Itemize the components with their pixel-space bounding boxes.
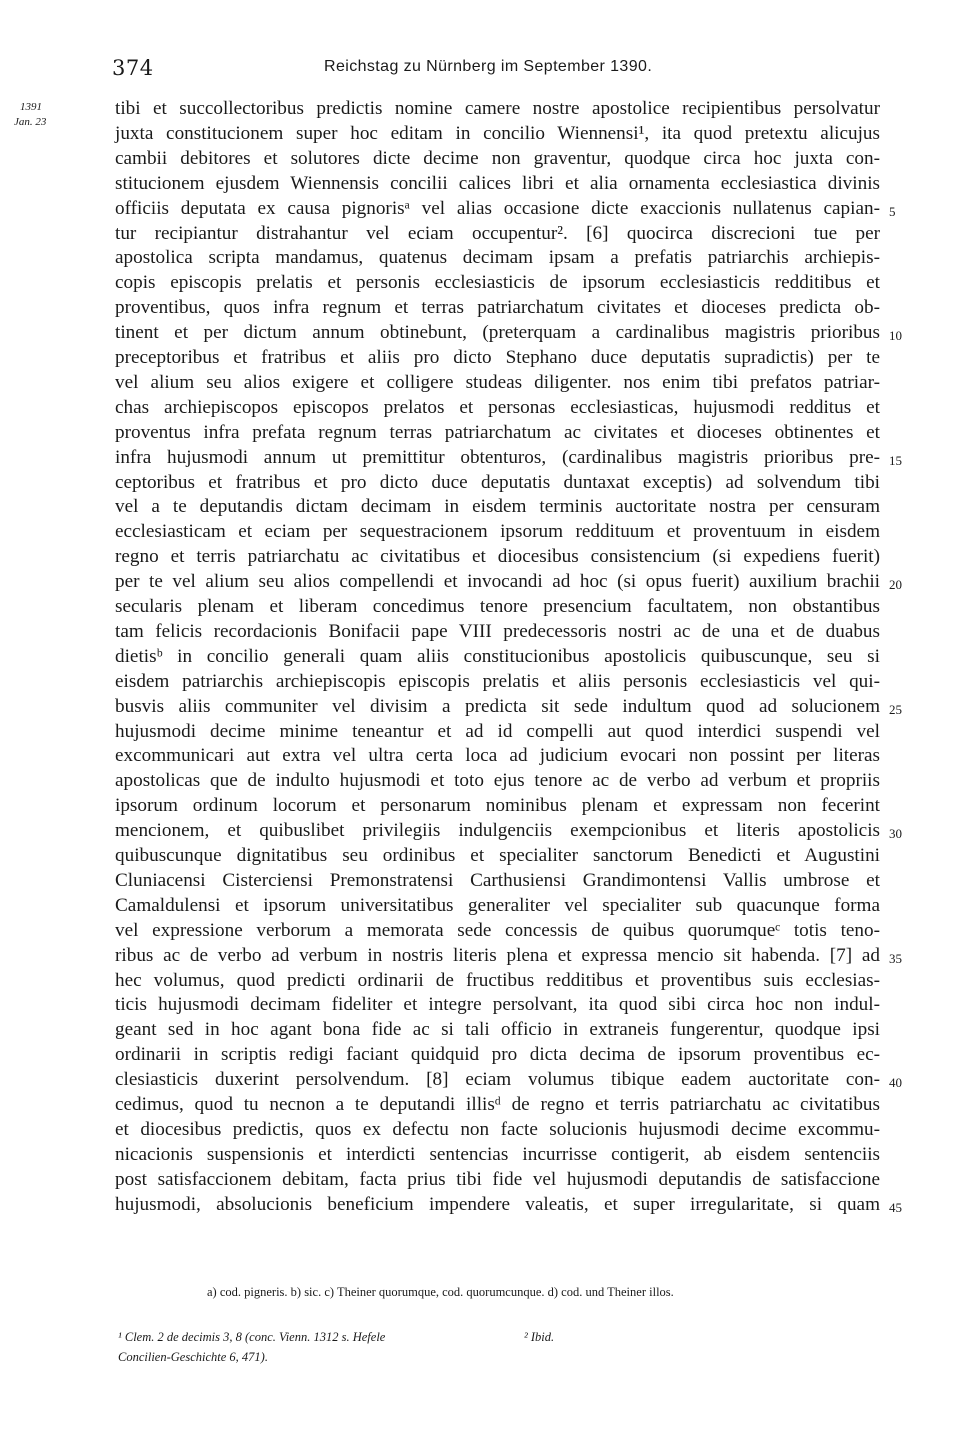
text-line [0,493,960,521]
text-line-content: preceptoribus et fratribus et aliis pro dicto Stephano duce deputatis supradictis) per te [115,347,880,368]
text-line [0,917,960,945]
text-line-content: nicacionis suspensionis et interdicti sentencias incurrisse contigerit, ab eisdem sentenciis [115,1143,880,1165]
text-line-content: vel a te deputandis dictam decimam in eisdem terminis auctoritate nostra per censuram [115,496,880,518]
text-line-content: tam felicis recordacionis Bonifacii pape VIII predecessoris nostri ac de una et de duabus [115,620,880,642]
text-line [0,170,960,198]
text-line [0,1091,960,1119]
text-line [0,817,960,845]
text-line [0,593,960,621]
text-line [0,1041,960,1069]
line-number: 5 [889,203,896,219]
text-line [0,618,960,646]
text-line-content: tur recipiantur distrahantur vel eciam occupentur². [6] quocirca discrecioni tue per [115,222,880,244]
text-line-content: ceptoribus et fratribus et pro dicto duce deputatis duntaxat exceptis) ad solvendum tibi [115,471,880,493]
margin-year: 1391 [20,101,42,113]
text-line [0,394,960,422]
text-line-content: cambii debitores et solutores dicte decime non graventur, quodque circa hoc juxta con- [115,147,880,169]
text-line-content: ticis hujusmodi decimam fideliter et integre persolvant, ita quod sibi circa hoc non indul- [115,994,880,1016]
text-line [0,120,960,148]
source-footnote-1: ¹ Clem. 2 de decimis 3, 8 (conc. Vienn. 1312 s. Hefele [118,1330,386,1344]
line-number: 45 [889,1199,902,1215]
text-line [0,1166,960,1194]
margin-date: Jan. 23 [14,116,47,128]
text-line [0,220,960,248]
text-line-content: hujusmodi decime minime teneantur et ad id compelli aut quod interdici suspendi vel [115,720,880,742]
text-line-content: hec volumus, quod predicti ordinarii de fructibus redditibus et proventibus suis ecclesias- [115,969,880,991]
text-line [0,518,960,546]
text-line [0,792,960,820]
text-line-content: et diocesibus predictis, quos ex defectu non facte solucionis hujusmodi decime excommu- [115,1118,880,1140]
text-line-content: secularis plenam et liberam concedimus tenore presencium facultatem, non obstantibus [115,596,880,617]
text-line [0,693,960,721]
text-line [0,1066,960,1094]
text-line [0,767,960,795]
text-line-content: vel expressione verborum a memorata sede concessis de quibus quorumqueᶜ totis teno- [115,919,880,941]
text-line-content: infra hujusmodi annum ut premittitur obtenturos, (cardinalibus magistris prioribus pre- [115,446,880,468]
text-line-content: busvis aliis communiter vel divisim a predicta sit sede indultum quod ad solucionem [115,695,880,717]
text-line-content: dietisᵇ in concilio generali quam aliis constitucionibus apostolicis quibuscunque, seu si [115,645,880,667]
text-line [0,294,960,322]
text-line-content: ecclesiasticam et eciam per sequestracionem ipsorum reddituum et proventuum in eisdem [115,521,880,543]
text-line-content: ribus ac de verbo ad verbum in nostris literis plena et expressa mencio sit habenda. [7] ad [115,944,880,966]
line-number: 15 [889,452,902,468]
line-number: 40 [889,1075,902,1091]
text-line-content: Camaldulensi et ipsorum universitatibus generaliter vel specialiter sub quacunque forma [115,894,880,916]
text-line-content: juxta constitucionem super hoc editam in concilio Wiennensi¹, ita quod pretextu alicujus [115,122,880,144]
text-line [0,1016,960,1044]
text-line [0,419,960,447]
text-line-content: ordinarii in scriptis redigi faciant quidquid pro dicta decima de ipsorum proventibus ec- [115,1044,880,1066]
text-line [0,892,960,920]
text-line [0,967,960,995]
text-line-content: eisdem patriarchis archiepiscopis episcopis prelatis et aliis personis ecclesiasticis vel qui- [115,670,880,692]
text-line-content: per te vel alium seu alios compellendi et invocandi ad hoc (si opus fuerit) auxilium brachii [115,571,880,593]
text-line [0,1116,960,1144]
text-line [0,543,960,571]
text-line-content: Cluniacensi Cisterciensi Premonstratensi Carthusiensi Grandimontensi Vallis umbrose et [115,869,880,891]
text-line-content: excommunicari aut extra vel ultra certa loca ad judicium evocari non possint per literas [115,745,880,767]
text-line-content: mencionem, et quibuslibet privilegiis indulgenciis exempcionibus et literis apostolicis [115,820,880,842]
text-line [0,244,960,272]
text-line [0,269,960,297]
text-line-content: tibi et succollectoribus predictis nomine camere nostre apostolice recipientibus persolvatur [115,98,880,119]
text-line-content: post satisfaccionem debitam, facta prius tibi fide vel hujusmodi deputandis de satisfaccione [115,1168,880,1190]
text-line [0,444,960,472]
text-line-content: chas archiepiscopos episcopos prelatos et personas ecclesiasticas, hujusmodi redditus et [115,396,880,418]
text-line [0,1191,960,1219]
text-line [0,344,960,372]
page-number: 374 [112,56,154,80]
text-line-content: stitucionem ejusdem Wiennensis concilii calices libri et alia ornamenta ecclesiastica divinis [115,172,880,194]
text-line [0,568,960,596]
text-line-content: proventibus, quos infra regnum et terras patriarchatum civitates et dioceses predicta ob- [115,297,880,319]
line-number: 10 [889,328,902,344]
line-number: 35 [889,950,902,966]
text-line-content: proventus infra prefata regnum terras patriarchatum ac civitates et dioceses obtinentes et [115,421,880,443]
text-line-content: apostolica scripta mandamus, quatenus decimam ipsam a prefatis patriarchis archiepis- [115,247,880,269]
critical-apparatus: a) cod. pigneris. b) sic. c) Theiner quorumque, cod. quorumcunque. d) cod. und Theiner illos. [207,1285,674,1299]
text-line-content: geant sed in hoc agant bona fide ac si tali officio in extraneis fungerentur, quodque ipsi [115,1019,880,1041]
source-footnote-2: ² Ibid. [524,1330,555,1344]
text-line-content: cedimus, quod tu necnon a te deputandi illisᵈ de regno et terris patriarchatu ac civitatibus [115,1094,880,1115]
text-line [0,643,960,671]
text-line-content: regno et terris patriarchatu ac civitatibus et diocesibus consistencium (si expediens fuerit) [115,546,880,568]
text-line [0,195,960,223]
text-line-content: hujusmodi, absolucionis beneficium impendere valeatis, et super irregularitate, si quam [115,1193,880,1215]
text-line [0,991,960,1019]
text-line-content: tinent et per dictum annum obtinebunt, (preterquam a cardinalibus magistris prioribus [115,322,880,344]
text-line-content: copis episcopis prelatis et personis ecclesiasticis de ipsorum ecclesiasticis redditibus et [115,272,880,294]
text-line-content: apostolicas que de indulto hujusmodi et toto ejus tenore ac de verbo ad verbum et propriis [115,770,880,792]
running-head: Reichstag zu Nürnberg im September 1390. [324,58,653,75]
text-line [0,867,960,895]
text-line-content: officiis deputata ex causa pignorisᵃ vel alias occasione dicte exaccionis nullatenus capian- [115,197,880,219]
text-line [0,95,960,123]
text-line [0,842,960,870]
page-header [112,56,880,86]
text-line [0,145,960,173]
text-line-content: quibuscunque dignitatibus seu ordinibus et specialiter sanctorum Benedicti et Augustini [115,845,880,866]
line-number: 20 [889,577,902,593]
text-line-content: vel alium seu alios exigere et colligere studeas diligenter. nos enim tibi prefatos patriar- [115,371,880,393]
source-footnote-1-continued: Concilien-Geschichte 6, 471). [118,1350,268,1364]
text-line [0,942,960,970]
text-line [0,742,960,770]
text-line-content: ipsorum ordinum locorum et personarum nominibus plenam et expressam non fecerint [115,795,880,817]
text-line [0,668,960,696]
text-line [0,469,960,497]
text-line [0,718,960,746]
text-line-content: clesiasticis duxerint persolvendum. [8] eciam volumus tibique eadem auctoritate con- [115,1069,880,1091]
line-number: 25 [889,701,902,717]
text-line [0,319,960,347]
text-line [0,1141,960,1169]
text-line [0,369,960,397]
line-number: 30 [889,826,902,842]
